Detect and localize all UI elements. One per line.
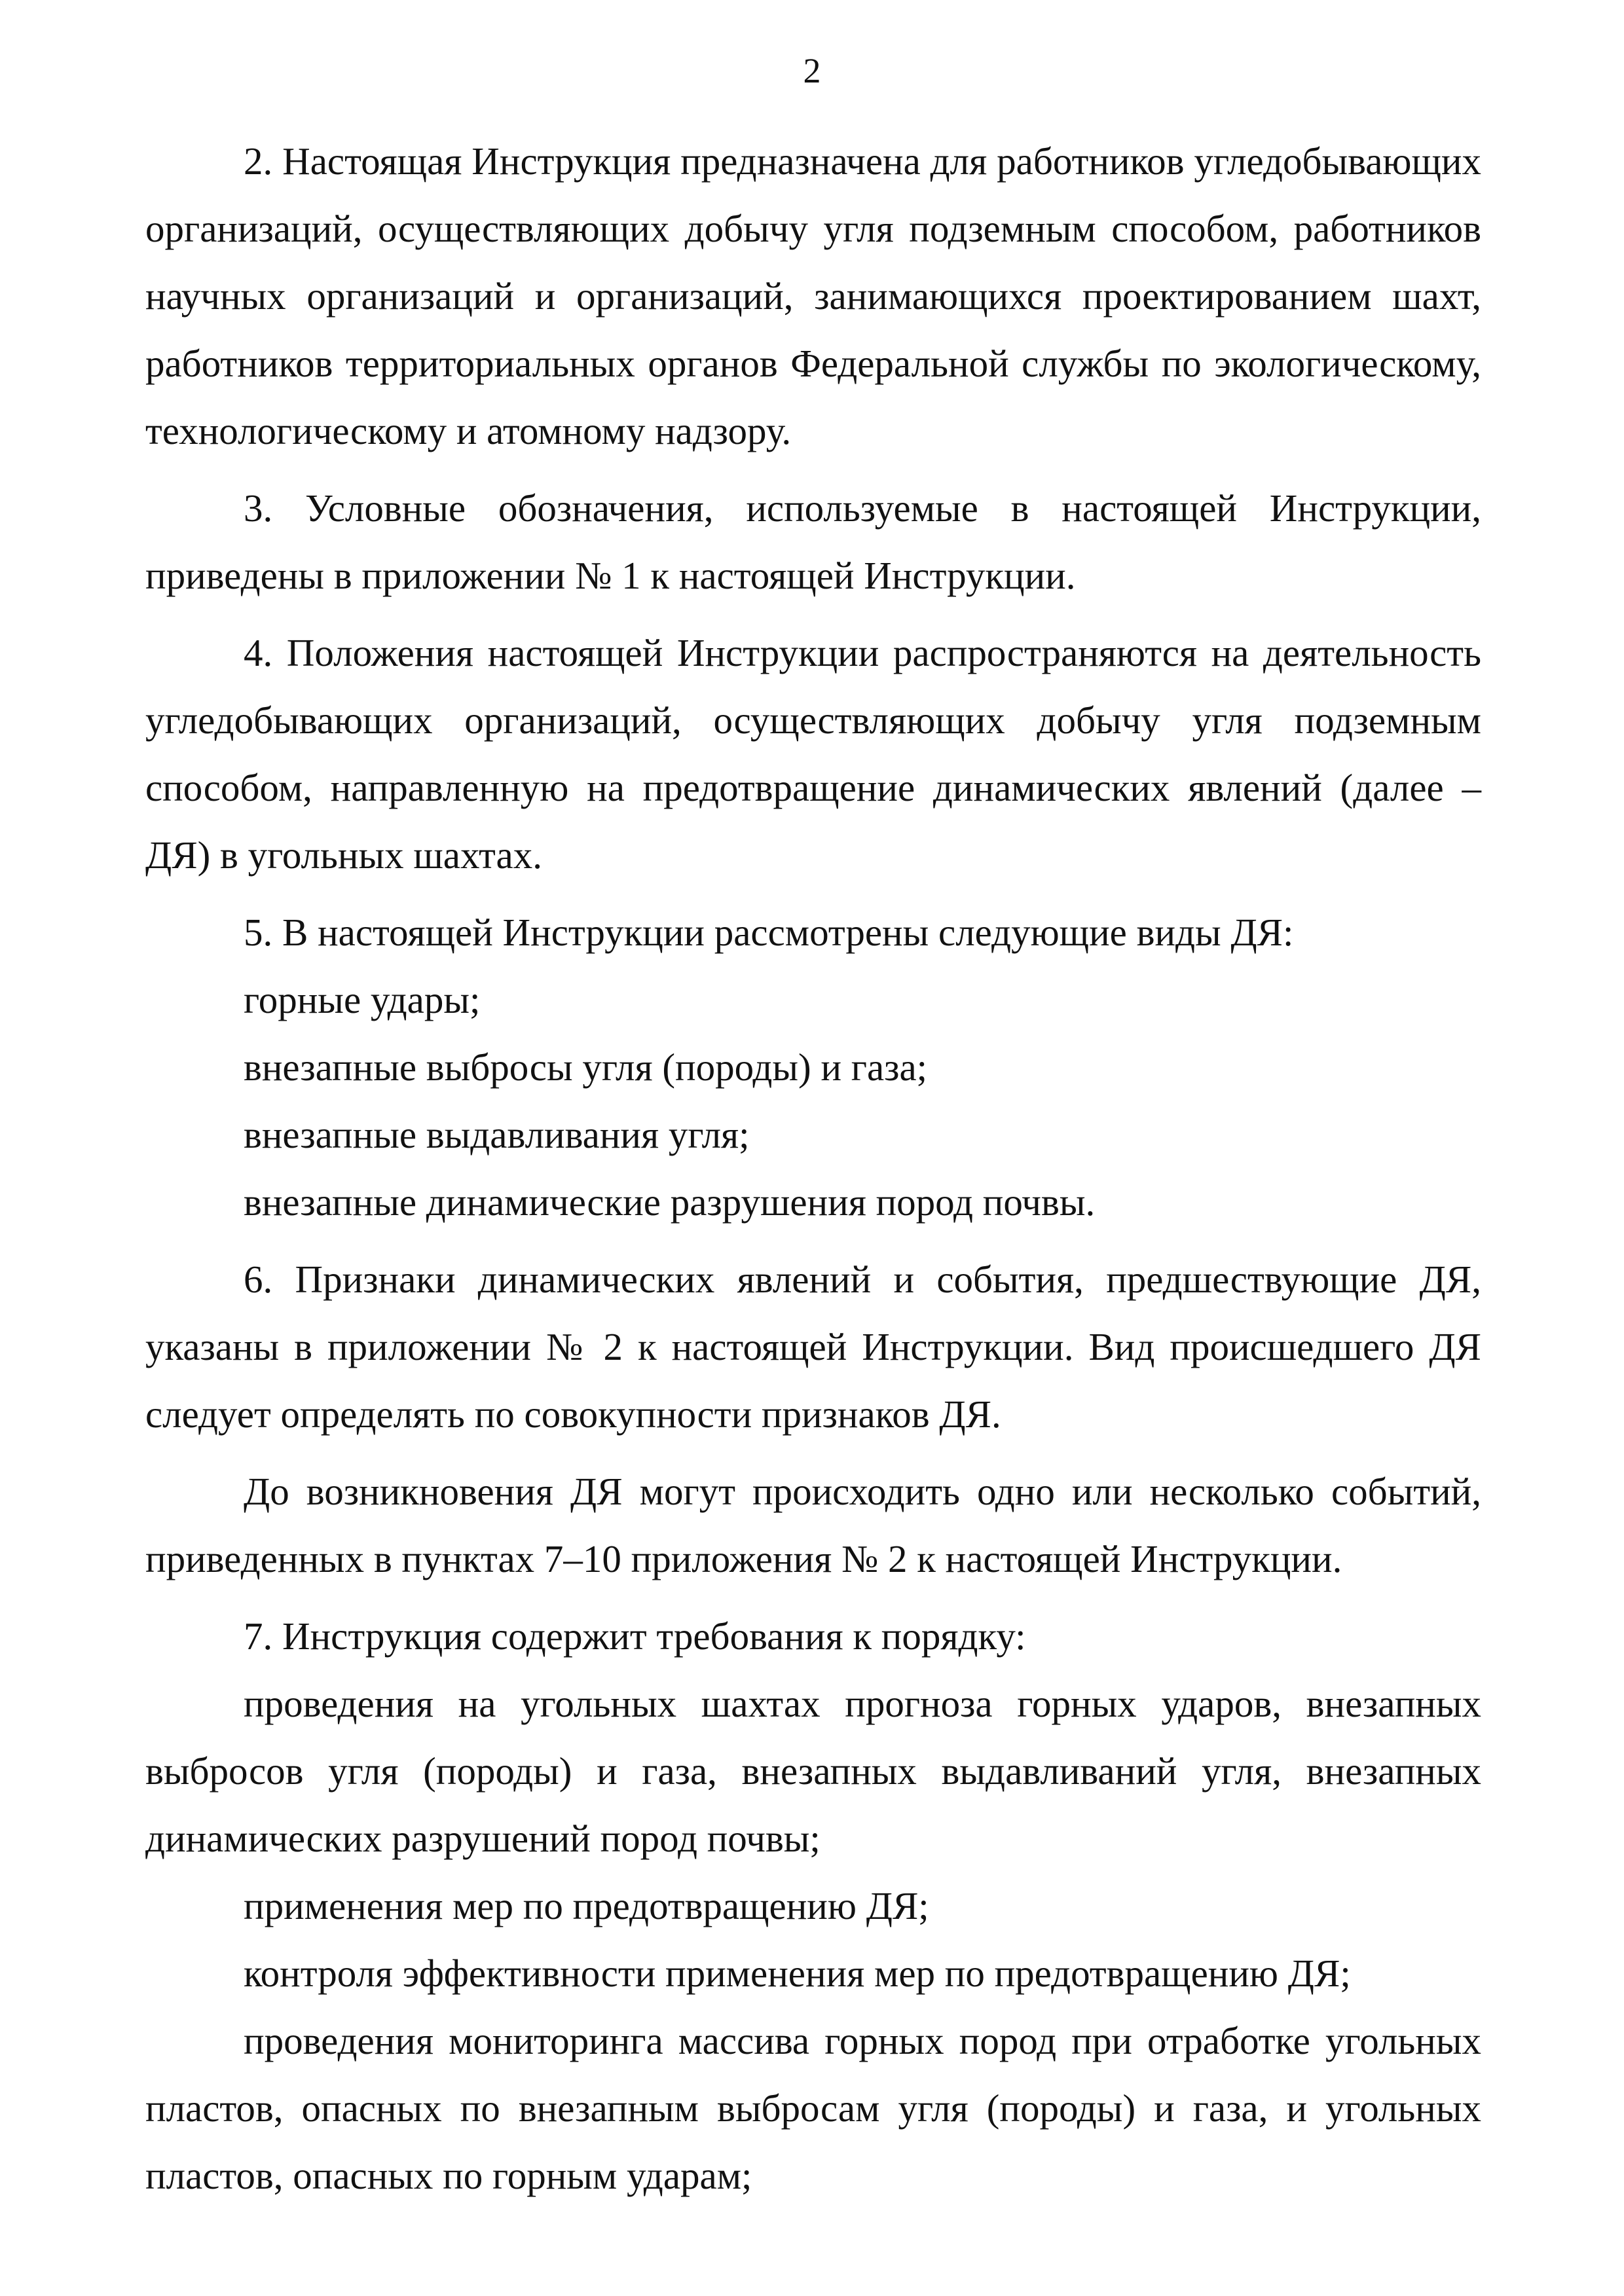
list-item-prevention: применения мер по предотвращению ДЯ; (244, 1884, 929, 1927)
list-item-forecast: проведения на угольных шахтах прогноза горных ударов, внезапных выбросов угля (породы) и газа, внезапных выдавливаний угля, внезапных динамических разрушений пород почвы; (145, 1682, 1481, 1860)
paragraph-6: 6. Признаки динамических явлений и события, предшествующие ДЯ, указаны в приложении № 2 к настоящей Инструкции. Вид происшедшего ДЯ следует определять по совокупности признаков ДЯ. (145, 1258, 1481, 1436)
paragraph-6-continuation: До возникновения ДЯ могут происходить одно или несколько событий, приведенных в пунктах 7–10 приложения № 2 к настоящей Инструкции. (145, 1470, 1481, 1580)
paragraph-5: 5. В настоящей Инструкции рассмотрены следующие виды ДЯ: (244, 911, 1294, 954)
list-item-outbursts: внезапные выбросы угля (породы) и газа; (244, 1046, 928, 1089)
list-item-rock-bursts: горные удары; (244, 978, 481, 1021)
paragraph-2: 2. Настоящая Инструкция предназначена для работников угледобывающих организаций, осуществляющих добычу угля подземным способом, работников научных организаций и организаций, занимающихся проектированием шахт, работников территориальных органов Федеральной службы по экологическому, технологическому и атомному надзору. (145, 139, 1481, 452)
list-item-control: контроля эффективности применения мер по предотвращению ДЯ; (244, 1952, 1351, 1995)
page-number: 2 (803, 51, 821, 90)
paragraph-4: 4. Положения настоящей Инструкции распространяются на деятельность угледобывающих организаций, осуществляющих добычу угля подземным способом, направленную на предотвращение динамических явлений (далее – ДЯ) в угольных шахтах. (145, 631, 1481, 877)
paragraph-7: 7. Инструкция содержит требования к порядку: (244, 1614, 1026, 1658)
list-item-floor-destruction: внезапные динамические разрушения пород почвы. (244, 1180, 1096, 1224)
document-body (145, 128, 1481, 2210)
list-item-coal-squeezing: внезапные выдавливания угля; (244, 1113, 750, 1156)
list-item-monitoring: проведения мониторинга массива горных пород при отработке угольных пластов, опасных по внезапным выбросам угля (породы) и газа, и угольных пластов, опасных по горным ударам; (145, 2019, 1481, 2197)
paragraph-3: 3. Условные обозначения, используемые в настоящей Инструкции, приведены в приложении № 1 к настоящей Инструкции. (145, 486, 1481, 597)
